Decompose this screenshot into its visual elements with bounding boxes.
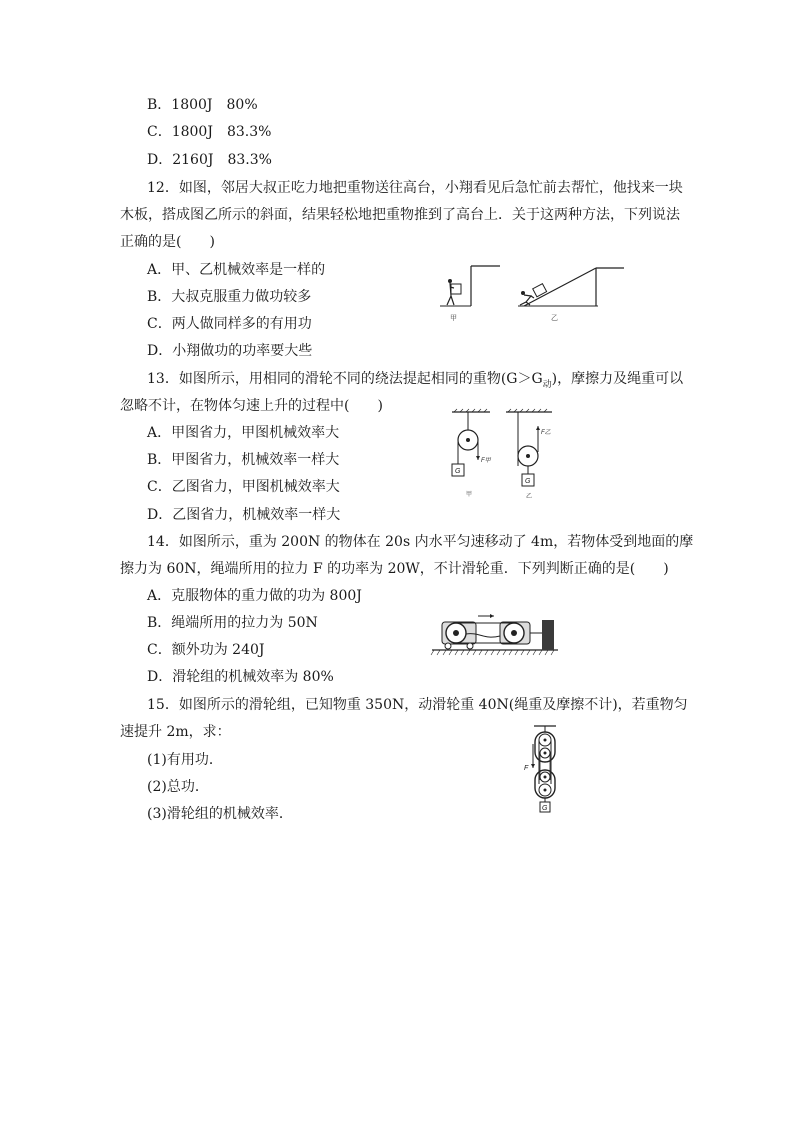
q12-stem-line-3: 正确的是( ) bbox=[120, 234, 215, 250]
q14-stem-line-2: 擦力为 60N，绳端所用的拉力 F 的功率为 20W，不计滑轮重．下列判断正确的是( ) bbox=[120, 561, 669, 577]
q13-weight-label-a: G bbox=[455, 468, 461, 475]
q15-part-2: (2)总功． bbox=[147, 779, 209, 795]
q14-option-d: D．滑轮组的机械效率为 80% bbox=[147, 669, 334, 685]
q12-option-a: A．甲、乙机械效率是一样的 bbox=[147, 262, 326, 278]
q13-stem-line-2: 忽略不计，在物体匀速上升的过程中( ) bbox=[120, 398, 383, 414]
q14-option-b: B．绳端所用的拉力为 50N bbox=[147, 615, 318, 631]
q11-option-d: D．2160J 83.3% bbox=[147, 152, 272, 168]
q15-figure bbox=[520, 724, 570, 816]
q14-option-c: C．额外功为 240J bbox=[147, 642, 265, 658]
q13-stem-subscript: 动 bbox=[542, 379, 552, 390]
q13-label-a: 甲 bbox=[466, 492, 473, 498]
q14-stem-line-1: 14．如图所示，重为 200N 的物体在 20s 内水平匀速移动了 4m，若物体受到地面的摩 bbox=[147, 534, 694, 550]
q13-stem-a: 13．如图所示，用相同的滑轮不同的绕法提起相同的重物(G＞G bbox=[147, 371, 543, 387]
q15-force-label: F bbox=[524, 765, 529, 772]
q13-figure bbox=[446, 408, 558, 500]
q15-stem-line-1: 15．如图所示的滑轮组，已知物重 350N，动滑轮重 40N(绳重及摩擦不计)，若重物匀 bbox=[147, 697, 688, 713]
q13-weight-label-b: G bbox=[525, 478, 531, 485]
q15-part-3: (3)滑轮组的机械效率． bbox=[147, 806, 293, 822]
q13-option-a: A．甲图省力，甲图机械效率大 bbox=[147, 425, 340, 441]
q13-stem-line-1 bbox=[147, 370, 683, 394]
q13-force-b-label: F乙 bbox=[541, 430, 551, 436]
q12-option-b: B．大叔克服重力做功较多 bbox=[147, 289, 312, 305]
q15-part-1: (1)有用功． bbox=[147, 752, 223, 768]
q15-stem-line-2: 速提升 2m，求： bbox=[120, 724, 231, 740]
q13-stem-b: )，摩擦力及绳重可以 bbox=[551, 371, 684, 387]
q14-figure bbox=[430, 612, 560, 658]
person-icon bbox=[448, 279, 452, 283]
q12-option-d: D．小翔做功的功率要大些 bbox=[147, 343, 313, 359]
q14-option-a: A．克服物体的重力做的功为 800J bbox=[147, 588, 362, 604]
q13-label-b: 乙 bbox=[526, 494, 533, 500]
q13-option-d: D．乙图省力，机械效率一样大 bbox=[147, 507, 341, 523]
q11-option-c: C．1800J 83.3% bbox=[147, 124, 272, 140]
q12-figure-label-a: 甲 bbox=[450, 315, 457, 322]
q12-option-c: C．两人做同样多的有用功 bbox=[147, 316, 312, 332]
q12-stem-line-2: 木板，搭成图乙所示的斜面，结果轻松地把重物推到了高台上．关于这两种方法，下列说法 bbox=[120, 207, 680, 223]
q12-stem-line-1: 12．如图，邻居大叔正吃力地把重物送往高台，小翔看见后急忙前去帮忙，他找来一块 bbox=[147, 180, 683, 196]
q13-option-c: C．乙图省力，甲图机械效率大 bbox=[147, 479, 340, 495]
q15-weight-label: G bbox=[542, 805, 548, 812]
q13-option-b: B．甲图省力，机械效率一样大 bbox=[147, 452, 340, 468]
q13-force-a-label: F甲 bbox=[481, 458, 491, 464]
q11-option-b: B．1800J 80% bbox=[147, 97, 258, 113]
q12-figure-label-b: 乙 bbox=[551, 315, 558, 322]
q12-figure bbox=[438, 264, 628, 324]
